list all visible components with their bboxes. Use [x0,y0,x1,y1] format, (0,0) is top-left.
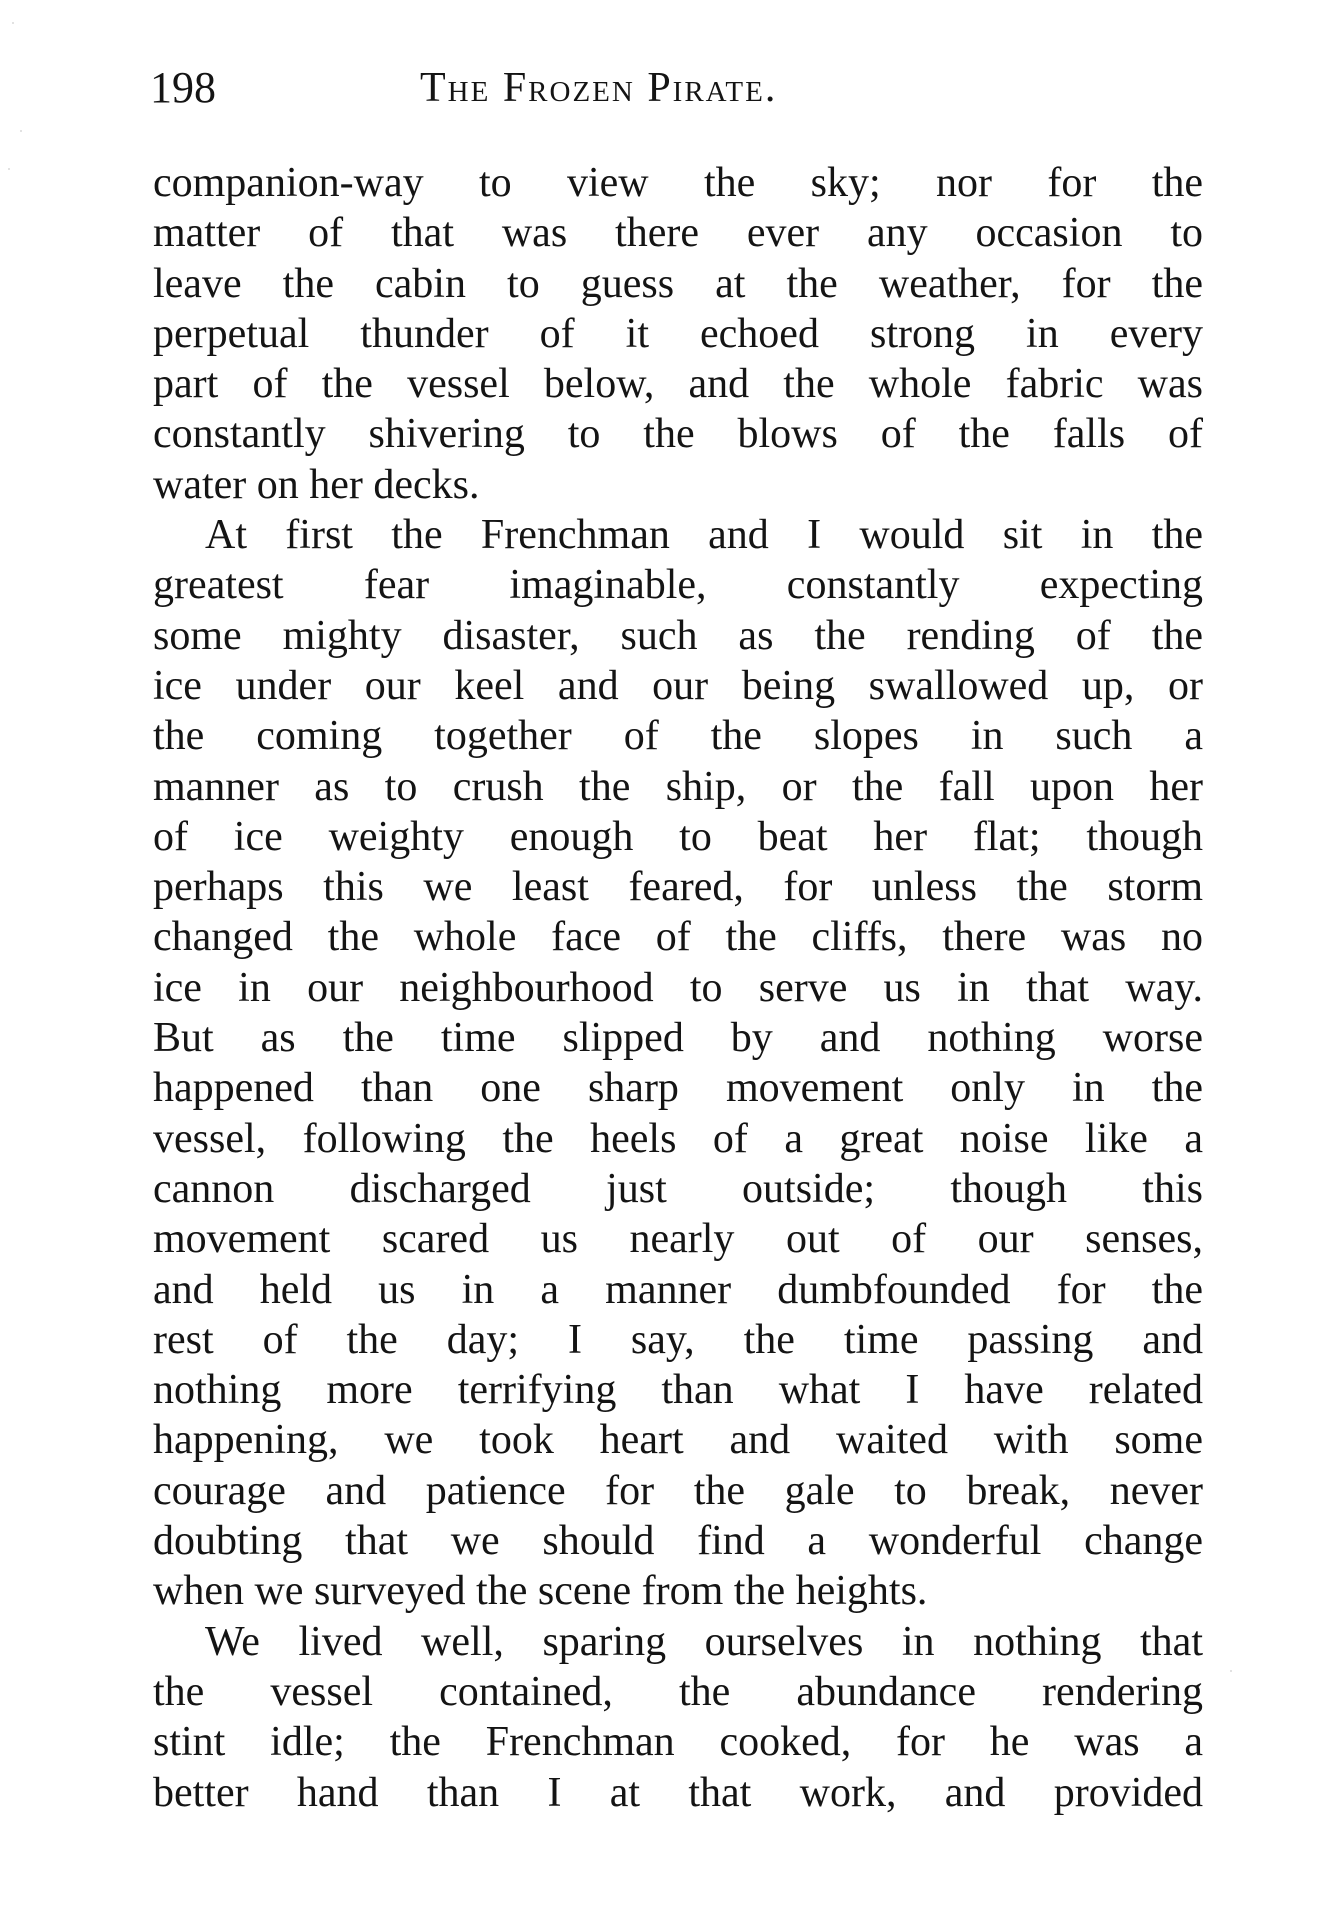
text-line: part of the vessel below, and the whole fabric was [153,361,1203,408]
text-line: constantly shivering to the blows of the falls of [153,411,1203,458]
text-line: But as the time slipped by and nothing worse [153,1015,1203,1062]
text-line: cannon discharged just outside; though this [153,1165,1203,1212]
text-line: companion-way to view the sky; nor for the [153,160,1203,206]
text-line: manner as to crush the ship, or the fall upon her [153,763,1203,810]
text-line: perpetual thunder of it echoed strong in every [153,310,1203,357]
text-line: ice in our neighbourhood to serve us in that way. [153,964,1203,1011]
text-line: water on her decks. [153,461,480,508]
text-line: vessel, following the heels of a great noise like a [153,1115,1203,1162]
text-line: happening, we took heart and waited with some [153,1417,1203,1464]
text-line: courage and patience for the gale to break, never [153,1467,1203,1514]
text-line: perhaps this we least feared, for unless the storm [153,864,1203,911]
body-text [153,158,1203,1818]
paper-speck [1230,1670,1232,1672]
paragraph-start-line: At first the Frenchman and I would sit in the [205,512,1203,559]
text-line: changed the whole face of the cliffs, there was no [153,914,1203,961]
text-line: happened than one sharp movement only in the [153,1065,1203,1112]
text-line: of ice weighty enough to beat her flat; though [153,813,1203,860]
text-line: the coming together of the slopes in such a [153,713,1203,760]
paper-speck [20,130,22,132]
text-line: movement scared us nearly out of our senses, [153,1216,1203,1263]
text-line: rest of the day; I say, the time passing and [153,1316,1203,1363]
paragraph-start-line: We lived well, sparing ourselves in nothing that [205,1618,1203,1665]
text-line: matter of that was there ever any occasion to [153,210,1203,257]
text-line: the vessel contained, the abundance rendering [153,1668,1203,1715]
text-line: doubting that we should find a wonderful change [153,1518,1203,1565]
text-line: some mighty disaster, such as the rending of the [153,612,1203,659]
text-line: nothing more terrifying than what I have related [153,1367,1203,1414]
text-line: greatest fear imaginable, constantly expecting [153,562,1203,609]
text-line: when we surveyed the scene from the heights. [153,1568,928,1615]
paper-speck [12,22,14,24]
page-number: 198 [150,63,216,112]
text-line: ice under our keel and our being swallowed up, or [153,662,1203,709]
book-title: The Frozen Pirate. [420,65,778,111]
paper-speck [8,168,10,170]
text-line: stint idle; the Frenchman cooked, for he was a [153,1719,1203,1766]
running-head [150,58,1200,118]
text-line: leave the cabin to guess at the weather, for the [153,260,1203,307]
text-line: better hand than I at that work, and provided [153,1769,1203,1816]
text-line: and held us in a manner dumbfounded for the [153,1266,1203,1313]
